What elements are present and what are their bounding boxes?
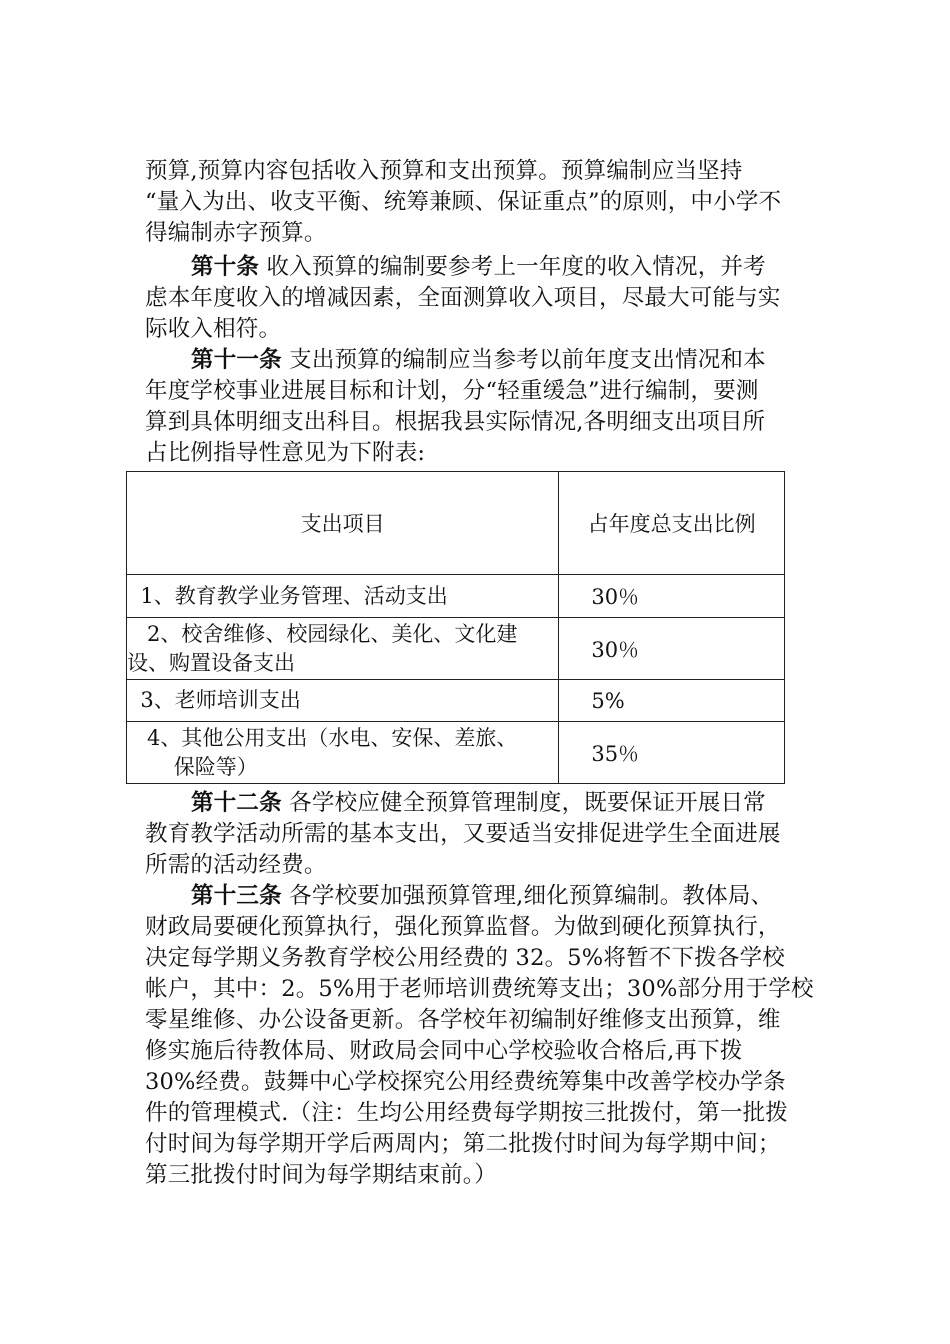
text-line [145,788,813,819]
row-ratio: 5% [559,680,785,722]
row-item: 1、教育教学业务管理、活动支出 [127,575,559,618]
text-line: 第三批拨付时间为每学期结束前。） [145,1162,497,1188]
row-item: 3、老师培训支出 [127,680,559,722]
table-header-row [127,472,785,575]
intro-paragraph [145,156,813,249]
header-ratio: 占年度总支出比例 [559,472,785,575]
table-row [127,722,785,784]
text-line [145,881,813,912]
row-ratio: 30％ [559,575,785,618]
row-item: 4、其他公用支出（水电、安保、差旅、 保险等） [127,722,559,784]
article-13-heading: 第十三条 [191,883,282,909]
text-line [145,345,813,376]
header-item: 支出项目 [127,472,559,575]
text-line: 修实施后待教体局、财政局会同中心学校验收合格后,再下拨 [145,1038,743,1064]
article-13-paragraph [145,881,813,1191]
article-10-text: 收入预算的编制要参考上一年度的收入情况，并考 [259,254,766,280]
text-line: 得编制赤字预算。 [145,220,327,246]
text-line: 年度学校事业进展目标和计划，分“轻重缓急”进行编制，要测 [145,378,759,404]
article-12-heading: 第十二条 [191,790,282,816]
text-line: 件的管理模式.（注：生均公用经费每学期按三批拨付，第一批拨 [145,1100,788,1126]
text-line: “量入为出、收支平衡、统筹兼顾、保证重点”的原则，中小学不 [145,189,782,215]
text-line: 占比例指导性意见为下附表: [145,440,426,466]
text-line [145,252,813,283]
table-row [127,618,785,680]
text-line: 财政局要硬化预算执行，强化预算监督。为做到硬化预算执行， [145,914,781,940]
text-line: 虑本年度收入的增减因素，全面测算收入项目，尽最大可能与实 [145,285,781,311]
text-line: 预算,预算内容包括收入预算和支出预算。预算编制应当坚持 [145,158,743,184]
article-12-paragraph [145,788,813,881]
row-ratio: 30％ [559,618,785,680]
text-line: 30%经费。鼓舞中心学校探究公用经费统筹集中改善学校办学条 [145,1069,786,1095]
text-line: 决定每学期义务教育学校公用经费的 32。5%将暂不下拨各学校 [145,945,785,971]
table-row [127,680,785,722]
text-line: 所需的活动经费。 [145,852,327,878]
text-line: 算到具体明细支出科目。根据我县实际情况,各明细支出项目所 [145,409,766,435]
text-line: 付时间为每学期开学后两周内；第二批拨付时间为每学期中间； [145,1131,781,1157]
article-10-paragraph [145,252,813,345]
row-item: 2、校舍维修、校园绿化、美化、文化建 设、购置设备支出 [127,618,559,680]
text-line: 际收入相符。 [145,316,282,342]
article-10-heading: 第十条 [191,254,260,280]
row-ratio: 35％ [559,722,785,784]
budget-ratio-table [126,471,785,784]
article-11-heading: 第十一条 [191,347,282,373]
text-line: 教育教学活动所需的基本支出，又要适当安排促进学生全面进展 [145,821,781,847]
text-line: 帐户，其中：2。5%用于老师培训费统筹支出；30%部分用于学校 [145,976,814,1002]
article-11-text: 支出预算的编制应当参考以前年度支出情况和本 [281,347,766,373]
text-line: 零星维修、办公设备更新。各学校年初编制好维修支出预算，维 [145,1007,781,1033]
article-11-paragraph [145,345,813,469]
table-row [127,575,785,618]
article-12-text: 各学校应健全预算管理制度，既要保证开展日常 [281,790,766,816]
article-13-text: 各学校要加强预算管理,细化预算编制。教体局、 [281,883,774,909]
